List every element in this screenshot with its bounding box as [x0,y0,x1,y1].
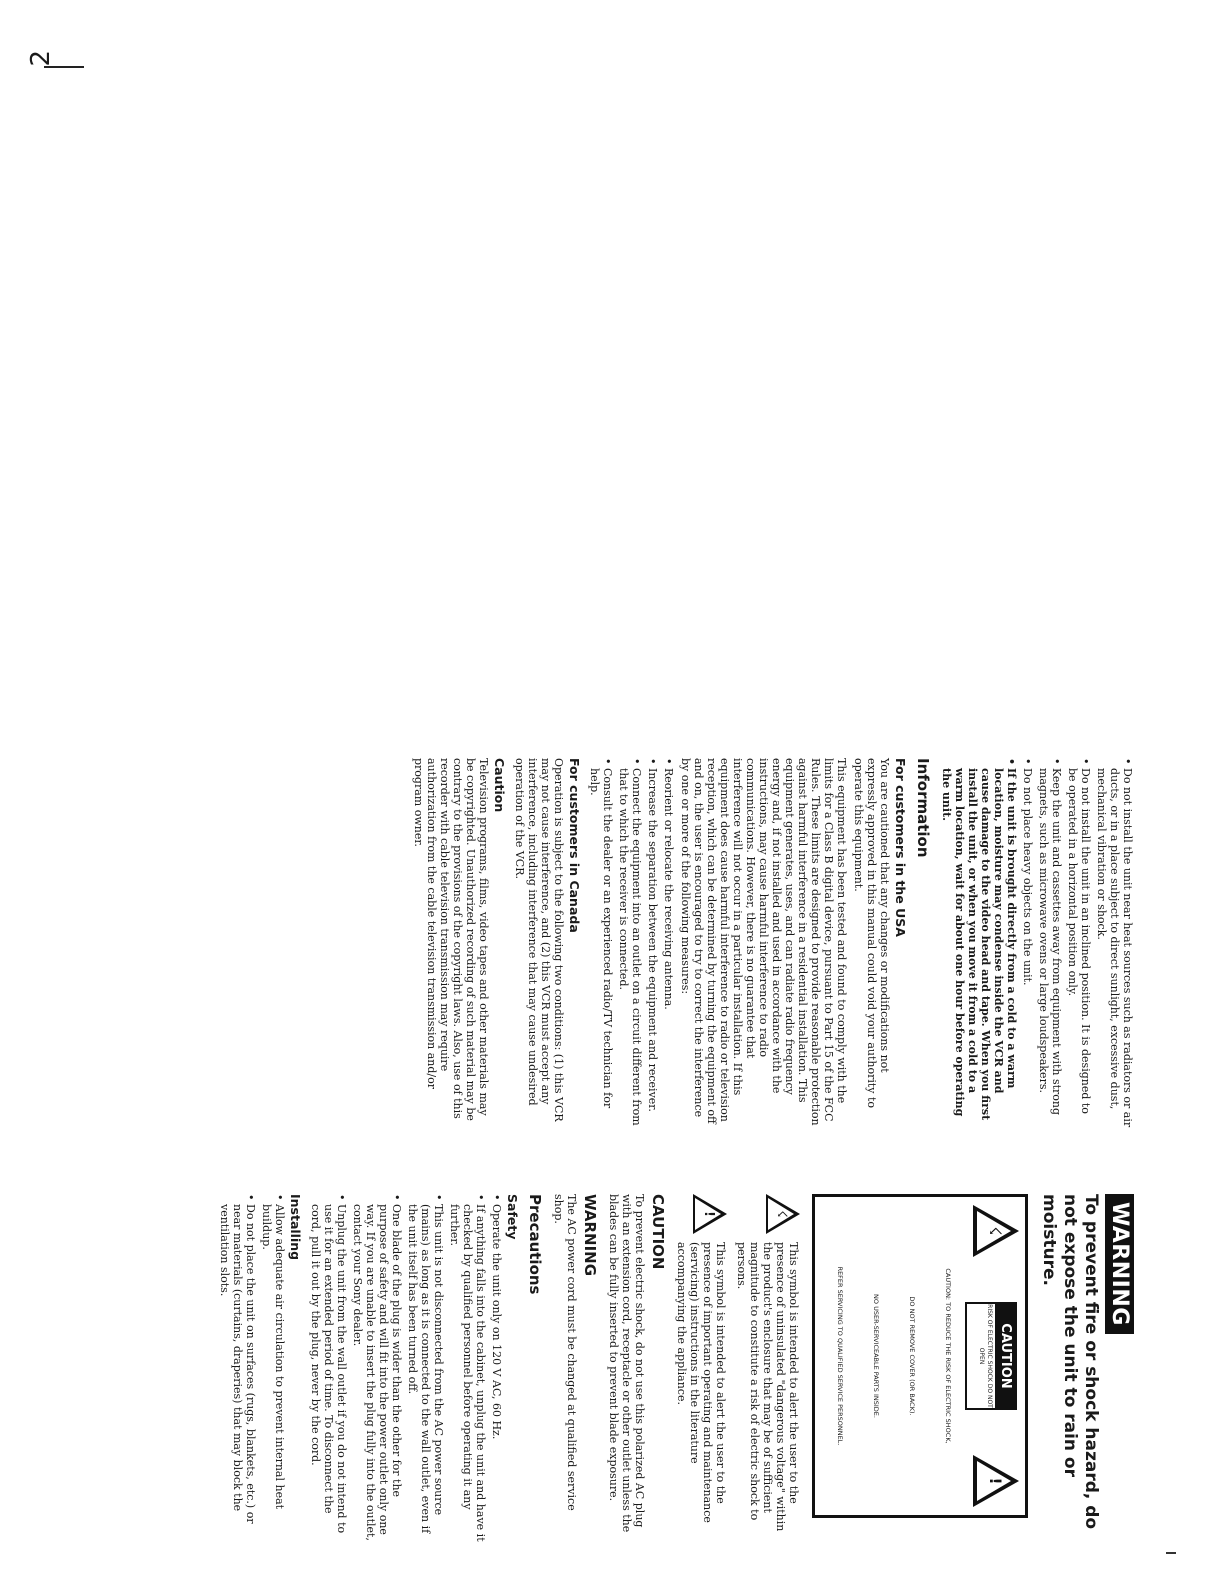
warning-title: WARNING [1105,1194,1134,1334]
usa-paragraph-1: You are cautioned that any changes or modifications not expressly approved in this manual could void your authority to operate this equipment. [852,758,891,1109]
canada-heading: For customers in Canada [567,758,582,933]
list-item: • Do not install the unit near heat sources such as radiators or air ducts, or in a place subject to direct sunlight, excessive dust, mechanical vibration or shock. [1095,758,1134,1128]
list-item: • Do not place heavy objects on the unit. [1021,758,1034,1128]
precautions-heading: Precautions [526,1194,544,1295]
lightning-bolt-icon: ☇ [986,1226,1005,1236]
usa-heading: For customers in the USA [893,758,908,937]
exclaim-symbol-text: This symbol is intended to alert the user to the presence of important operating and maintenance (servicing) instructions in the literature accompanying the appliance. [675,1242,727,1523]
scan-mark [1166,1552,1176,1554]
safety-list [309,1194,503,1544]
list-item: • Unplug the unit from the wall outlet if you do not intend to use it for an extended period of time. To disconnect the cord, pull it out by the plug, never by the cord. [309,1194,348,1544]
caution-tag-sub: RISK OF ELECTRIC SHOCK DO NOT OPEN [978,1304,993,1408]
canada-text: Operation is subject to the following two conditions: (1) this VCR may not cause interference, and (2) this VCR must accept any interference, including interference that may cause undesired operation of the VCR. [513,758,565,1122]
exclamation-mark-icon: ! [986,1477,1005,1485]
caution-line-2: DO NOT REMOVE COVER (OR BACK). [908,1296,916,1416]
page-number: 2 [26,50,56,67]
exclaim-symbol-note [675,1194,727,1544]
safety-heading: Safety [505,1194,520,1240]
list-item: • Operate the unit only on 120 V AC, 60 Hz. [490,1194,503,1544]
list-item: • If anything falls into the cabinet, unplug the unit and have it checked by qualified personnel before operating it any further. [448,1194,487,1544]
caution-line-4: REFER SERVICING TO QUALIFIED SERVICE PERSONNEL. [836,1266,844,1446]
list-item: • Keep the unit and cassettes away from equipment with strong magnets, such as microwave ovens or large loudspeakers. [1037,758,1063,1128]
list-item: • Connect the equipment into an outlet on a circuit different from that to which the receiver is connected. [617,758,643,1128]
copyright-caution-heading: Caution [492,758,507,813]
exclamation-warning-icon: ! [693,1194,727,1234]
caution-tag-heading: CAUTION [995,1304,1015,1408]
list-item: • One blade of the plug is wider than the other for the purpose of safety and will fit into the power outlet only one way. If you are unable to insert the plug fully into the outlet, contact your Sony dealer. [351,1194,403,1544]
column-right [408,758,1134,1128]
column-left [214,1194,1134,1544]
caution-tag [965,1302,1017,1410]
caution-fine-print [809,1203,953,1509]
warning-lead: To prevent fire or shock hazard, do not expose the unit to rain or moisture. [1039,1194,1101,1530]
list-item: • Do not place the unit on surfaces (rugs, blankets, etc.) or near materials (curtains, draperies) that may block the ventilation slots. [218,1194,257,1544]
list-item: • Allow adequate air circulation to prevent internal heat buildup. [260,1194,286,1544]
caution-text: To prevent electric shock, do not use this polarized AC plug with an extension cord, receptacle or other outlet unless the blades can be fully inserted to prevent blade exposure. [607,1194,646,1533]
copyright-caution-text: Television programs, films, video tapes and other materials may be copyrighted. Unauthorized recording of such material may be contrary to the provisions of the copyright laws. Also, use of this recorder with cable television transmission may require authorization from the cable television transmission and/or program owner. [412,758,490,1121]
installing-heading: Installing [288,1194,303,1261]
information-heading: Information [914,758,932,858]
list-item: • Reorient or relocate the receiving antenna. [662,758,675,1128]
caution-heading: CAUTION [649,1194,667,1270]
list-item: • Consult the dealer or an experienced radio/TV technician for help. [588,758,614,1128]
list-item: • This unit is not disconnected from the AC power source (mains) as long as it is connected to the wall outlet, even if the unit itself has been turned off. [406,1194,445,1544]
usa-measures-list [588,758,675,1128]
voltage-symbol-note [735,1194,800,1544]
list-item: • Do not install the unit in an inclined position. It is designed to be operated in a horizontal position only. [1066,758,1092,1128]
voltage-symbol-text: This symbol is intended to alert the user to the presence of uninsulated "dangerous voltage" within the product's enclosure that may be of sufficient magnitude to constitute a risk of electric shock to persons. [735,1242,800,1532]
installing-list-2 [940,758,1134,1128]
usa-paragraph-2: This equipment has been tested and found to comply with the limits for a Class B digital device, pursuant to Part 15 of the FCC Rules. These limits are designed to provide reasonable protection against harmful interference in a residential installation. This equipment generates, uses, and can radiate radio frequency energy and, if not installed and used in accordance with the instructions, may cause harmful interference to radio communications. However, there is no guarantee that interference will not occur in a particular installation. If this equipment does cause harmful interference to radio or television reception, which can be determined by turning the equipment off and on, the user is encouraged to try to correct the interference by one or more of the following measures: [679,758,848,1126]
list-item: • If the unit is brought directly from a cold to a warm location, moisture may condense inside the VCR and cause damage to the video head and tape. When you first install the unit, or when you move it from a cold to a warm location, wait for about one hour before operating the unit. [940,758,1018,1128]
caution-label-box [812,1194,1028,1518]
installing-list-1 [218,1194,286,1544]
list-item: • Increase the separation between the equipment and receiver. [646,758,659,1128]
warning2-text: The AC power cord must be changed at qualified service shop. [552,1194,578,1511]
caution-line-3: NO USER-SERVICEABLE PARTS INSIDE. [872,1294,880,1418]
voltage-warning-icon: ☇ [766,1194,800,1234]
caution-line-1: CAUTION: TO REDUCE THE RISK OF ELECTRIC SHOCK, [944,1268,952,1444]
warning2-heading: WARNING [581,1194,599,1277]
